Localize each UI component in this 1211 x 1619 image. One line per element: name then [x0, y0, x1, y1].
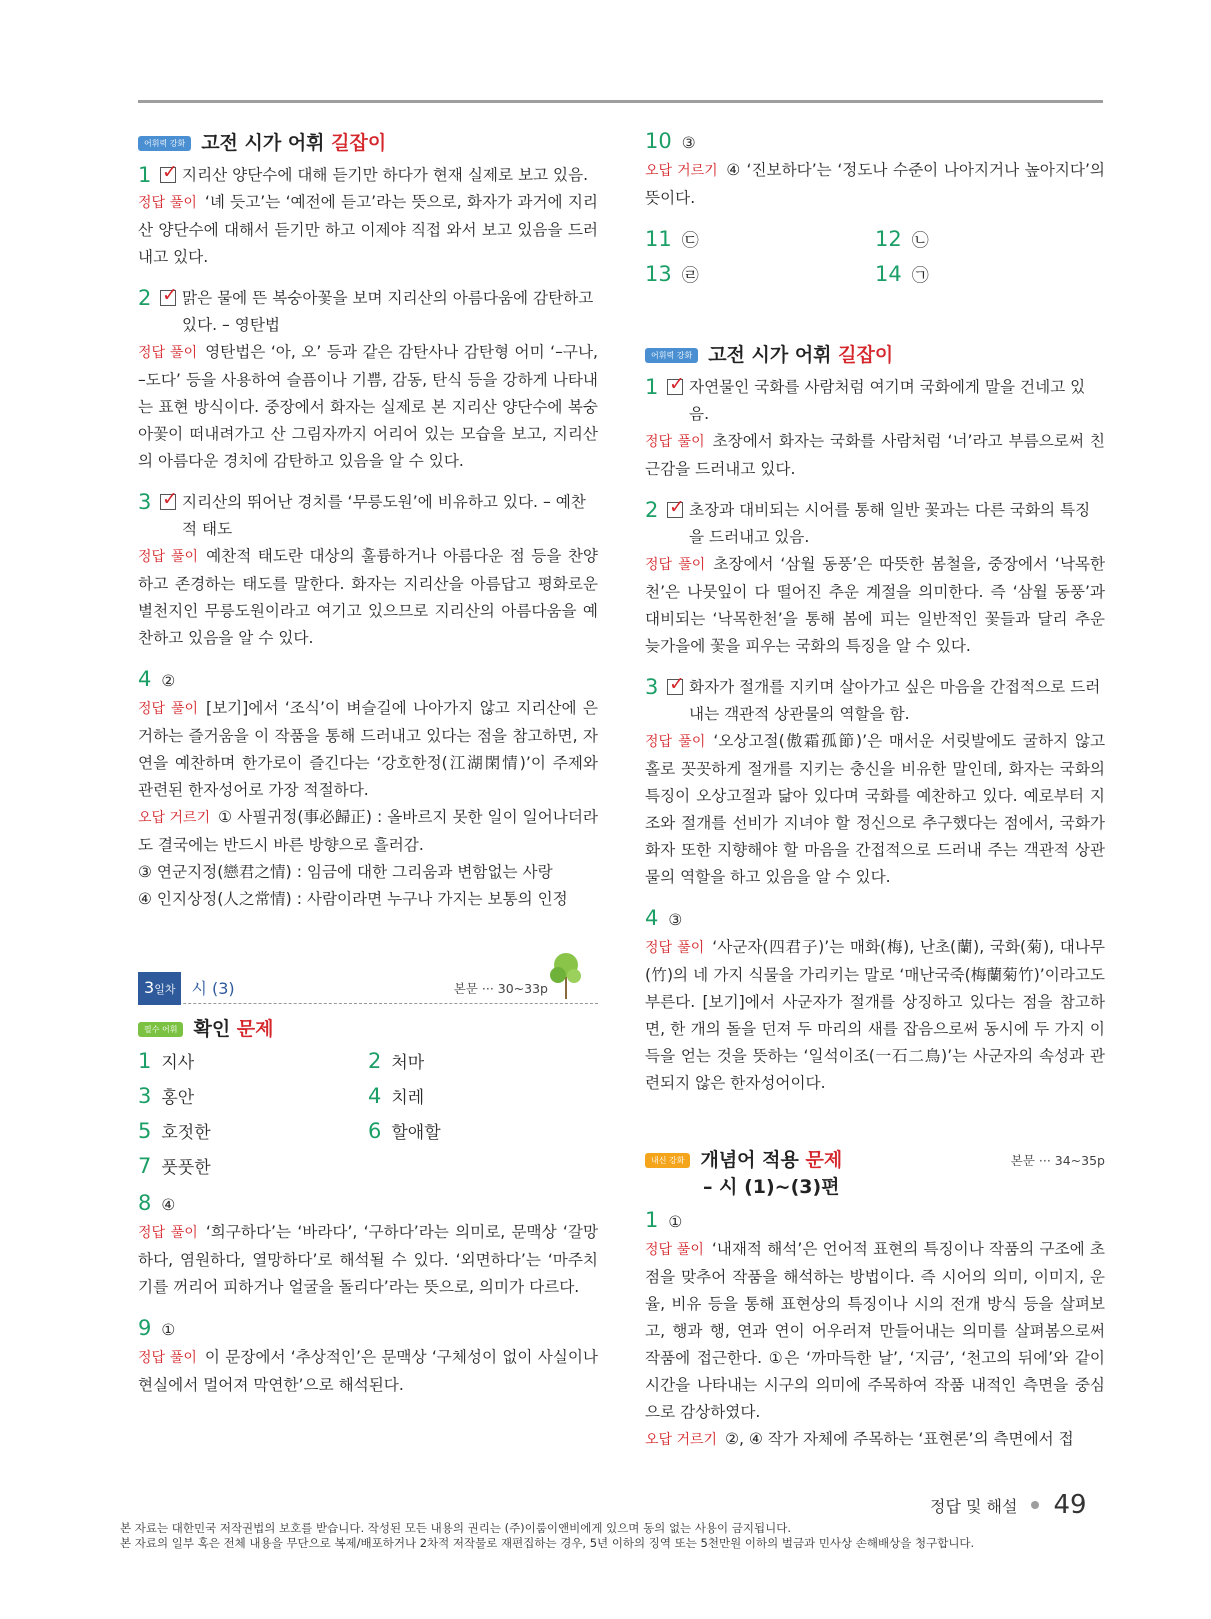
vocab-item: 6 할애할: [368, 1119, 441, 1143]
day-title: 시 (3): [191, 978, 235, 998]
wrong-text: ① 사필귀정(事必歸正) : 올바르지 못한 일이 일어나더라도 결국에는 반드시 바른 방향으로 흘러감.: [138, 808, 598, 854]
copyright-line: 본 자료는 대한민국 저작권법의 보호를 받습니다. 작성된 모든 내용의 권리는 (주)이룸이앤비에게 있으며 동의 없는 사용이 금지됩니다.: [120, 1521, 791, 1535]
explanation-label: 정답 풀이: [138, 701, 199, 717]
vocab-item: 1 지사: [138, 1049, 195, 1073]
item-question: 자연물인 국화를 사람처럼 여기며 국화에게 말을 건네고 있음.: [689, 378, 1086, 423]
item-number: 4: [138, 667, 152, 691]
vocab-item: 3 홍안: [138, 1084, 195, 1108]
page-footer: [930, 1490, 1087, 1520]
vocab-item: 2 처마: [368, 1049, 425, 1073]
copyright-notice: [120, 1521, 1100, 1551]
explanation-text: 이 문장에서 ‘추상적인’은 문맥상 ‘구체성이 없이 사실이나 현실에서 멀어져 막연한’으로 해석된다.: [138, 1348, 598, 1394]
checkbox-icon: [667, 379, 683, 395]
explanation-text: 예찬적 태도란 대상의 훌륭하거나 아름다운 점 등을 찬양하고 존경하는 태도를 말한다. 화자는 지리산을 아름답고 평화로운 별천지인 무릉도원이라고 여기고 있으므로 지리산의 아름다움을 예찬하고 있음을 알 수 있다.: [138, 547, 598, 647]
answer-item: [138, 666, 598, 913]
explanation-label: 정답 풀이: [645, 734, 706, 750]
answer-item: [138, 1315, 598, 1399]
checkbox-icon: [667, 502, 683, 518]
checkbox-icon: [667, 679, 683, 695]
item-question: 지리산의 뛰어난 경치를 ‘무릉도원’에 비유하고 있다. – 예찬적 태도: [182, 493, 586, 538]
section-title: 개념어 적용 문제: [700, 1149, 843, 1171]
explanation-text: ‘희구하다’는 ‘바라다’, ‘구하다’라는 의미로, 문맥상 ‘갈망하다, 염원하다, 열망하다’로 해석될 수 있다. ‘외면하다’는 ‘마주치기를 꺼리어 피하거나 얼굴을 돌리다’라는 뜻으로, 의미가 다르다.: [138, 1223, 599, 1296]
section-header: [138, 128, 598, 158]
explanation-label: 정답 풀이: [138, 345, 198, 361]
item-answer: ③: [668, 911, 683, 929]
explanation-label: 정답 풀이: [138, 195, 197, 211]
answer-item: [645, 497, 1105, 660]
section-header: [645, 340, 1105, 370]
explanation-text: [보기]에서 ‘조식’이 벼슬길에 나아가지 않고 지리산에 은거하는 즐거움을 이 작품을 통해 드러내고 있다는 점을 참고하면, 자연을 예찬하며 한가로이 즐긴다는 ‘강호한정(江湖閑情)’이 주제와 관련된 한자성어로 가장 적절하다.: [138, 699, 598, 799]
item-answer: ④: [161, 1196, 176, 1214]
item-number: 1: [645, 1208, 659, 1232]
answer-item: [645, 905, 1105, 1097]
explanation-text: ‘내재적 해석’은 언어적 표현의 특징이나 작품의 구조에 초점을 맞추어 작품을 해석하는 방법이다. 즉 시어의 의미, 이미지, 운율, 비유 등을 통해 표현상의 특징이나 시의 전개 방식 등을 살펴보고, 행과 행, 연과 연이 어우러져 만들어내는 의미를 살펴봄으로써 작품에 접근한다. ①은 ‘까마득한 날’, ‘지금’, ‘천고의 뒤에’와 같이 시간을 나타내는 시구의 의미에 주목하여 작품 내적인 측면을 중심으로 감상하였다.: [645, 1240, 1105, 1421]
explanation-label: 정답 풀이: [645, 1242, 704, 1258]
section-tag: 내신 강화: [645, 1153, 690, 1168]
page-reference: 본문 ··· 34~35p: [1010, 1153, 1105, 1168]
wrong-label: 오답 거르기: [645, 1432, 718, 1448]
section-title: 고전 시가 어휘 길잡이: [708, 343, 894, 366]
wrong-text: ④ ‘진보하다’는 ‘정도나 수준이 나아지거나 높아지다’의 뜻이다.: [645, 161, 1105, 207]
item-number: 8: [138, 1191, 152, 1215]
item-number: 9: [138, 1316, 152, 1340]
checkbox-icon: [160, 290, 176, 306]
item-number: 3: [645, 675, 659, 699]
pair-item: 12 ㉡: [875, 227, 929, 251]
copyright-line: 본 자료의 일부 혹은 전체 내용을 무단으로 복제/배포하거나 2차적 저작물로 재편집하는 경우, 5년 이하의 징역 또는 5천만원 이하의 벌금과 민사상 손해배상을 청구합니다.: [120, 1536, 975, 1550]
section-tag: 어휘력 강화: [645, 348, 698, 363]
section-header: [645, 1147, 1105, 1201]
footer-dot: [1031, 1501, 1039, 1509]
item-question: 맑은 물에 뜬 복숭아꽃을 보며 지리산의 아름다움에 감탄하고 있다. – 영탄법: [182, 289, 594, 334]
explanation-label: 정답 풀이: [645, 557, 706, 573]
answer-item: [645, 374, 1105, 483]
wrong-text: ②, ④ 작가 자체에 주목하는 ‘표현론’의 측면에서 접: [725, 1430, 1074, 1448]
explanation-text: ‘오상고절(傲霜孤節)’은 매서운 서릿발에도 굴하지 않고 홀로 꼿꼿하게 절개를 지키는 충신을 비유한 말인데, 화자는 국화의 특징이 오상고절과 닮아 있다며 국화를 예찬하고 있다. 예로부터 지조와 절개를 선비가 지녀야 할 정신으로 추구했다는 점에서, 국화가 화자 또한 지향해야 할 마음을 간접적으로 드러내 주는 객관적 상관물의 역할을 하고 있음을 알 수 있다.: [645, 732, 1106, 886]
pair-item: 11 ㉢: [645, 227, 699, 251]
answer-item: [645, 674, 1105, 891]
item-number: 2: [645, 498, 659, 522]
wrong-text: ④ 인지상정(人之常情) : 사람이라면 누구나 가지는 보통의 인정: [138, 890, 568, 908]
vocab-item: 4 치레: [368, 1084, 425, 1108]
explanation-text: ‘녜 듯고’는 ‘예전에 듣고’라는 뜻으로, 화자가 과거에 지리산 양단수에 대해서 듣기만 하고 이제야 직접 와서 보고 있음을 드러내고 있다.: [138, 193, 598, 266]
explanation-label: 정답 풀이: [138, 1350, 197, 1366]
answer-item: [645, 128, 1105, 212]
page-number: 49: [1053, 1490, 1087, 1520]
left-column: [138, 128, 598, 1413]
footer-label: 정답 및 해설: [930, 1496, 1018, 1516]
item-number: 1: [138, 163, 152, 187]
item-answer: ①: [668, 1213, 683, 1231]
item-answer: ③: [681, 134, 696, 152]
section-header: [138, 1014, 598, 1044]
explanation-label: 정답 풀이: [138, 1225, 198, 1241]
answer-item: [138, 489, 598, 652]
explanation-label: 정답 풀이: [645, 940, 705, 956]
top-rule: [138, 100, 1103, 103]
section-title: 고전 시가 어휘 길잡이: [201, 131, 387, 154]
day-badge: 3일차: [138, 972, 181, 1005]
answer-item: [138, 1190, 598, 1301]
answer-item: [645, 1207, 1105, 1454]
page-reference: 본문 ··· 30~33p: [453, 980, 548, 996]
pair-item: 14 ㉠: [875, 262, 929, 286]
item-number: 2: [138, 286, 152, 310]
item-number: 4: [645, 906, 659, 930]
tree-icon: [548, 951, 584, 1001]
vocab-item: 7 풋풋한: [138, 1154, 211, 1178]
item-number: 3: [138, 490, 152, 514]
explanation-text: 초장에서 ‘삼월 동풍’은 따뜻한 봄철을, 중장에서 ‘낙목한천’은 나뭇잎이 다 떨어진 추운 계절을 의미한다. 즉 ‘삼월 동풍’과 대비되는 ‘낙목한천’을 통해 봄에 피는 일반적인 꽃들과 달리 추운 늦가을에 꽃을 피우는 국화의 특징을 알 수 있다.: [645, 555, 1106, 655]
checkbox-icon: [160, 494, 176, 510]
item-question: 화자가 절개를 지키며 살아가고 싶은 마음을 간접적으로 드러내는 객관적 상관물의 역할을 함.: [689, 678, 1101, 723]
explanation-text: 초장에서 화자는 국화를 사람처럼 ‘너’라고 부름으로써 친근감을 드러내고 있다.: [645, 432, 1105, 478]
vocab-item: 5 호젓한: [138, 1119, 211, 1143]
wrong-text: ③ 연군지정(戀君之情) : 임금에 대한 그리움과 변함없는 사랑: [138, 863, 553, 881]
item-question: 초장과 대비되는 시어를 통해 일반 꽃과는 다른 국화의 특징을 드러내고 있음.: [689, 501, 1091, 546]
explanation-text: ‘사군자(四君子)’는 매화(梅), 난초(蘭), 국화(菊), 대나무(竹)의 네 가지 식물을 가리키는 말로 ‘매난국죽(梅蘭菊竹)’이라고도 부른다. [보기]에서 사군자가 절개를 상징하고 있다는 점을 참고하면, 한 개의 돌을 던져 두 마리의 새를 잡음으로써 동시에 두 가지 이득을 얻는 것을 뜻하는 ‘일석이조(一石二鳥)’는 사군자의 속성과 관련되지 않은 한자성어이다.: [645, 938, 1105, 1092]
item-answer: ②: [161, 672, 176, 690]
pair-item: 13 ㉣: [645, 262, 699, 286]
section-tag: 필수 어휘: [138, 1022, 183, 1037]
wrong-label: 오답 거르기: [138, 810, 211, 826]
right-column: [645, 128, 1105, 1468]
section-tag: 어휘력 강화: [138, 136, 191, 151]
explanation-label: 정답 풀이: [645, 434, 705, 450]
item-question: 지리산 양단수에 대해 듣기만 하다가 현재 실제로 보고 있음.: [182, 166, 589, 184]
answer-pairs: [645, 226, 1105, 290]
answer-item: [138, 162, 598, 271]
explanation-text: 영탄법은 ‘아, 오’ 등과 같은 감탄사나 감탄형 어미 ‘–구나, –도다’ 등을 사용하여 슬픔이나 기쁨, 감동, 탄식 등을 강하게 나타내는 표현 방식이다. 중장에서 화자는 실제로 본 지리산 양단수에 복숭아꽃이 떠내려가고 산 그림자까지 어리어 있는 모습을 보고, 지리산의 아름다운 경치에 감탄하고 있음을 알 수 있다.: [138, 343, 598, 470]
item-answer: ①: [161, 1321, 176, 1339]
checkbox-icon: [160, 167, 176, 183]
answer-item: [138, 285, 598, 475]
day-header: [138, 973, 598, 1004]
section-title: 확인 문제: [193, 1017, 274, 1040]
item-number: 10: [645, 129, 672, 153]
wrong-label: 오답 거르기: [645, 163, 718, 179]
item-number: 1: [645, 375, 659, 399]
vocab-list: [138, 1048, 598, 1182]
section-subtitle: – 시 (1)~(3)편: [703, 1176, 840, 1198]
explanation-label: 정답 풀이: [138, 549, 199, 565]
